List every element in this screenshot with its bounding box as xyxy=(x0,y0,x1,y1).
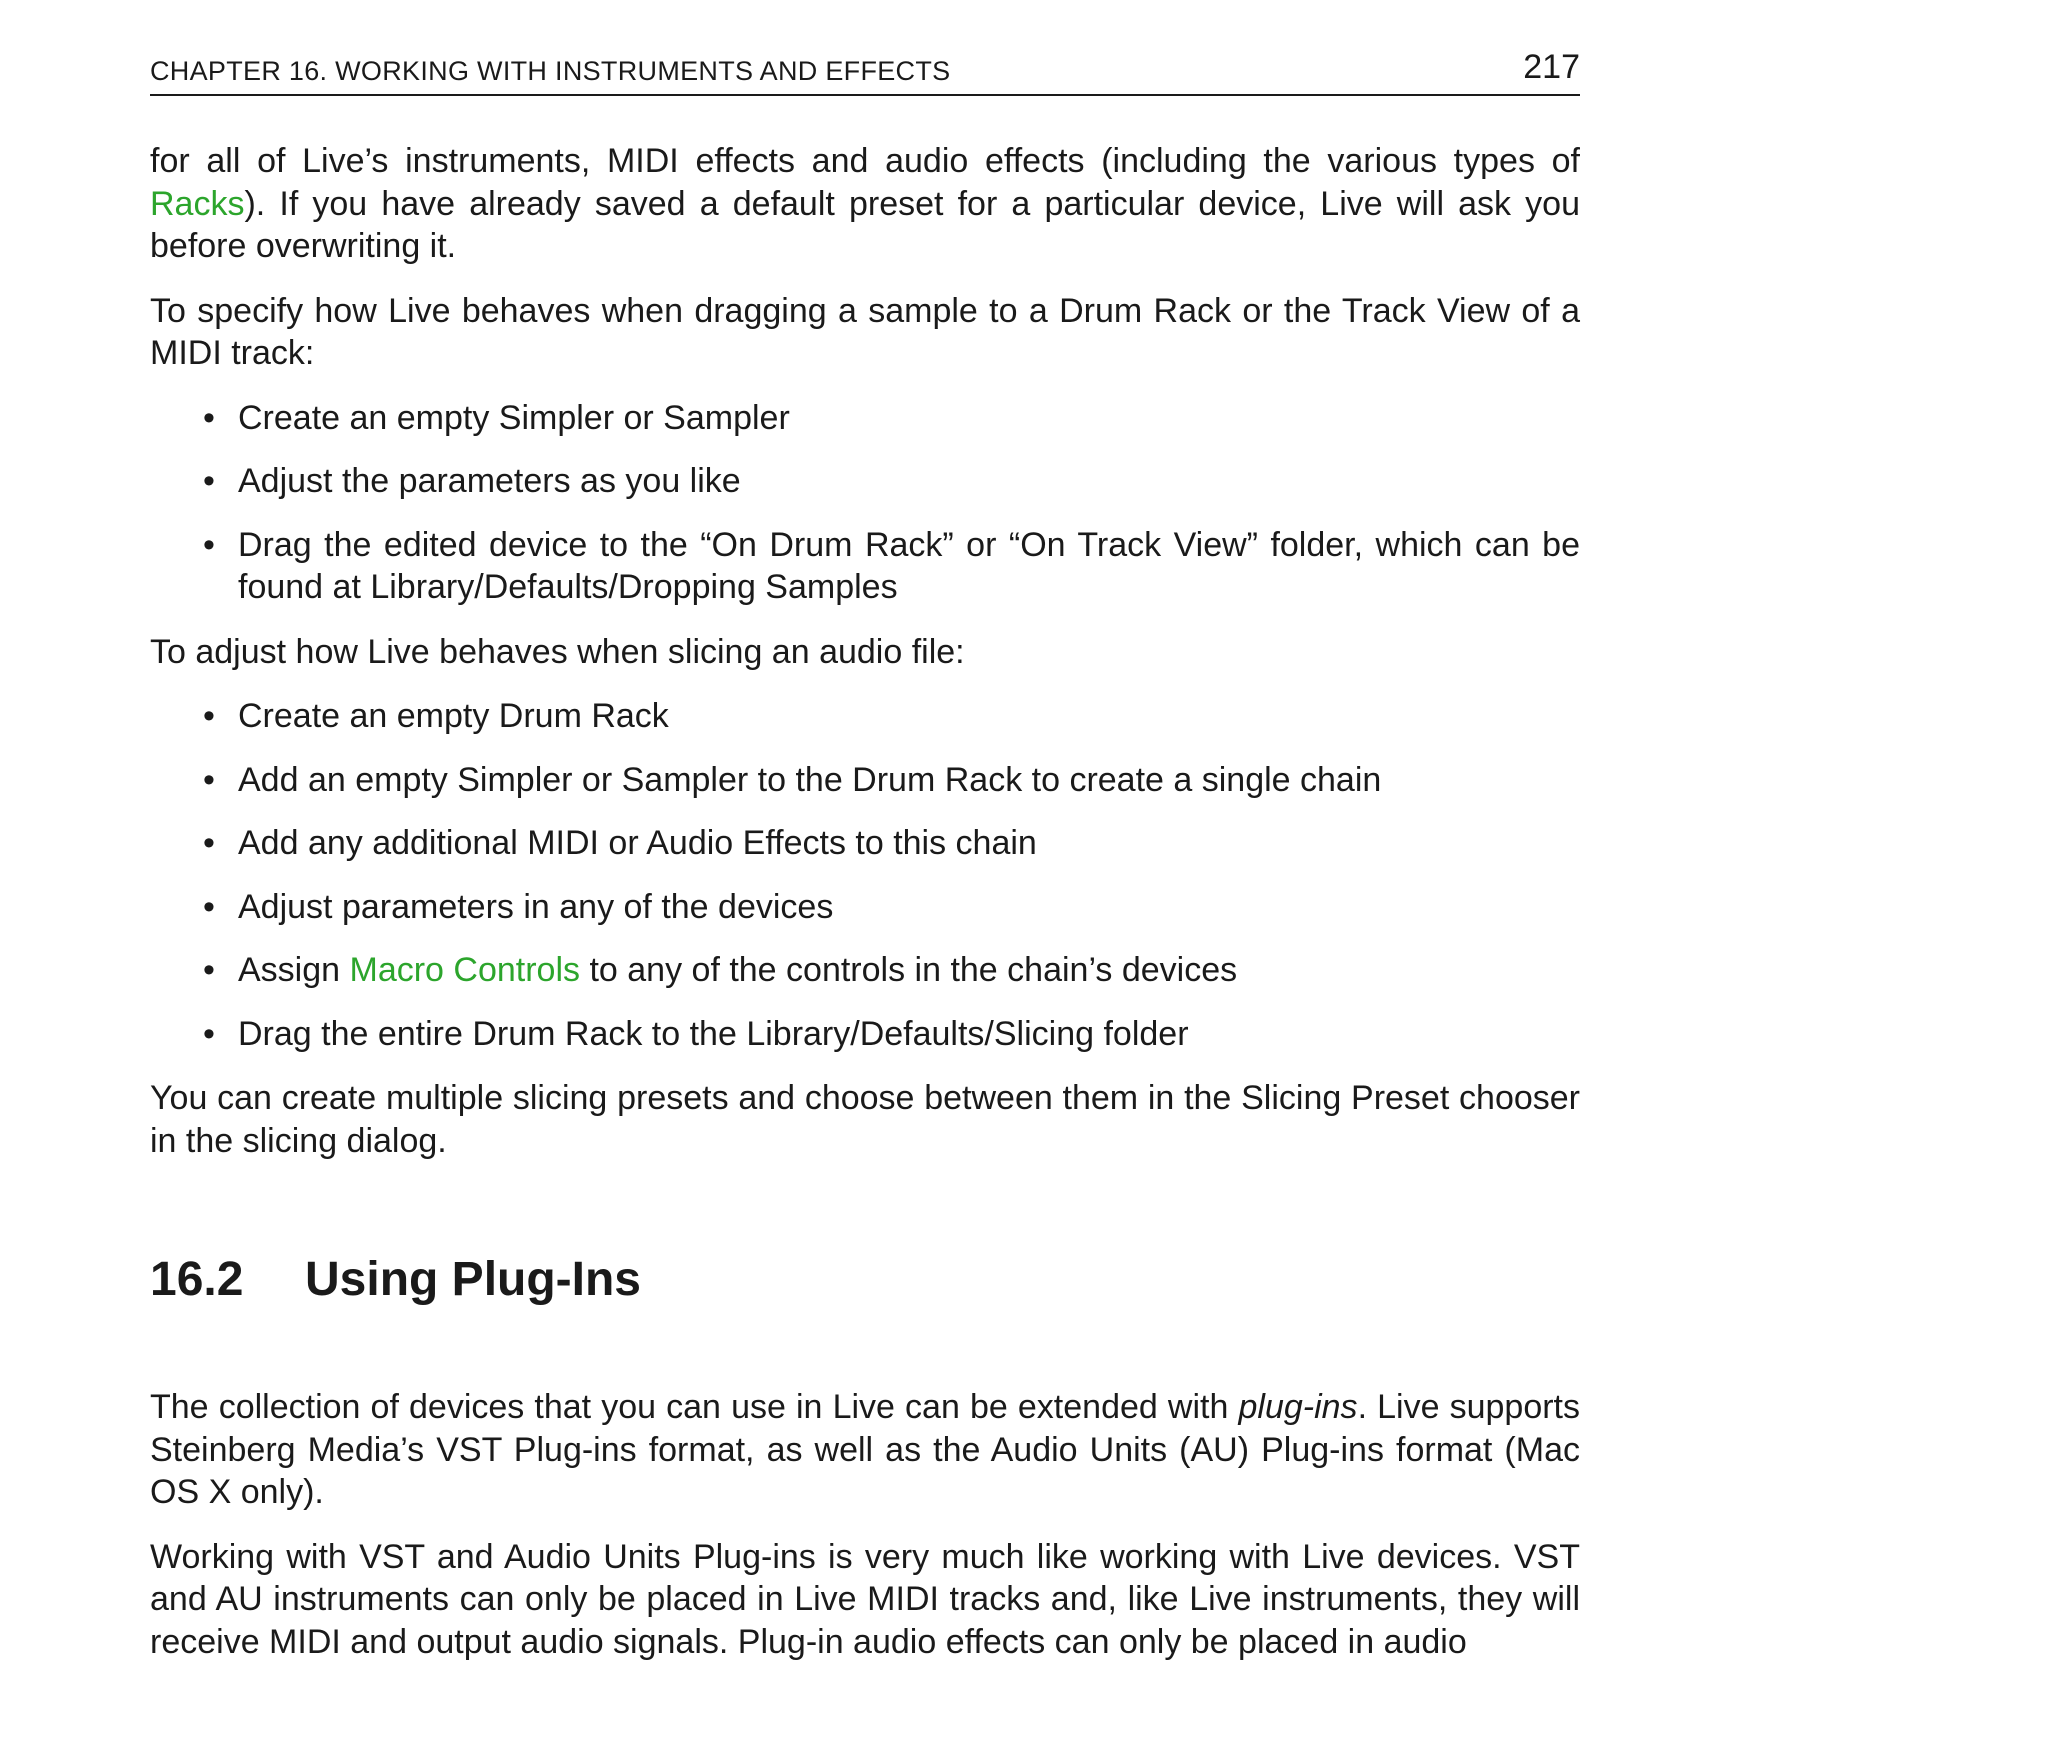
list-item xyxy=(203,759,1580,802)
paragraph-working-with-plugins: Working with VST and Audio Units Plug-ins is very much like working with Live devices. VST and AU instruments can only be placed in Live MIDI tracks and, like Live instruments, they will receive MIDI and output audio signals. Plug-in audio effects can only be placed in audio xyxy=(150,1537,1580,1661)
running-header xyxy=(150,42,1580,96)
emphasis-plug-ins: plug-ins xyxy=(1238,1388,1358,1426)
paragraph-text: ). If you have already saved a default preset for a particular device, Live will ask you before overwriting it. xyxy=(150,184,1580,265)
bullet-icon: • xyxy=(203,760,215,799)
macro-controls-link[interactable]: Macro Controls xyxy=(349,951,581,989)
list-item-text: Drag the edited device to the “On Drum Rack” or “On Track View” folder, which can be found at Library/Defaults/Dropping Samples xyxy=(238,525,1580,606)
list-item-text: Create an empty Simpler or Sampler xyxy=(238,398,790,437)
list-item-text: Add any additional MIDI or Audio Effects to this chain xyxy=(238,824,1037,862)
list-item xyxy=(203,524,1580,609)
list-item-text: Adjust the parameters as you like xyxy=(238,462,741,500)
section-title: Using Plug-Ins xyxy=(305,1253,641,1306)
dragging-steps-list xyxy=(150,397,1580,609)
bullet-icon: • xyxy=(203,462,215,500)
list-item-text: to any of the controls in the chain’s devices xyxy=(580,951,1238,989)
list-item xyxy=(203,822,1580,865)
bullet-icon: • xyxy=(203,398,215,437)
paragraph-slicing-presets: You can create multiple slicing presets and choose between them in the Slicing Preset chooser in the slicing dialog. xyxy=(150,1079,1580,1160)
list-item-text: Create an empty Drum Rack xyxy=(238,697,669,735)
bullet-icon: • xyxy=(203,1014,215,1053)
bullet-icon: • xyxy=(203,697,215,735)
document-page xyxy=(150,0,1580,1750)
list-item xyxy=(203,886,1580,929)
page-number: 217 xyxy=(1523,48,1580,86)
list-item xyxy=(203,397,1580,440)
bullet-icon: • xyxy=(203,887,215,926)
list-item xyxy=(203,949,1580,992)
list-item xyxy=(203,460,1580,503)
list-item-text: Drag the entire Drum Rack to the Library/Defaults/Slicing folder xyxy=(238,1014,1189,1053)
list-item-text: Adjust parameters in any of the devices xyxy=(238,887,834,926)
chapter-title: CHAPTER 16. WORKING WITH INSTRUMENTS AND EFFECTS xyxy=(150,56,951,86)
list-item-text: Add an empty Simpler or Sampler to the Drum Rack to create a single chain xyxy=(238,760,1382,799)
paragraph-slicing-intro: To adjust how Live behaves when slicing an audio file: xyxy=(150,632,965,671)
bullet-icon: • xyxy=(203,525,215,564)
list-item xyxy=(203,1013,1580,1056)
list-item xyxy=(203,695,1580,738)
paragraph-default-presets xyxy=(150,140,1580,268)
section-heading xyxy=(150,1252,1580,1308)
bullet-icon: • xyxy=(203,951,215,989)
paragraph-dragging-sample: To specify how Live behaves when dragging a sample to a Drum Rack or the Track View of a MIDI track: xyxy=(150,291,1580,372)
bullet-icon: • xyxy=(203,824,215,862)
slicing-steps-list xyxy=(150,695,1580,1055)
list-item-text: Assign xyxy=(238,951,350,989)
paragraph-text: The collection of devices that you can use in Live can be extended with xyxy=(150,1388,1239,1426)
page-content xyxy=(150,140,1580,1685)
racks-link[interactable]: Racks xyxy=(150,184,245,223)
section-number: 16.2 xyxy=(150,1253,244,1306)
paragraph-plugins-intro xyxy=(150,1386,1580,1514)
paragraph-text: . Live supports Steinberg Media’s VST Plug-ins format, as well as the Audio Units (AU) Plug-ins format (Mac OS X only). xyxy=(150,1388,1581,1511)
paragraph-text: for all of Live’s instruments, MIDI effects and audio effects (including the various types of xyxy=(150,142,1580,180)
